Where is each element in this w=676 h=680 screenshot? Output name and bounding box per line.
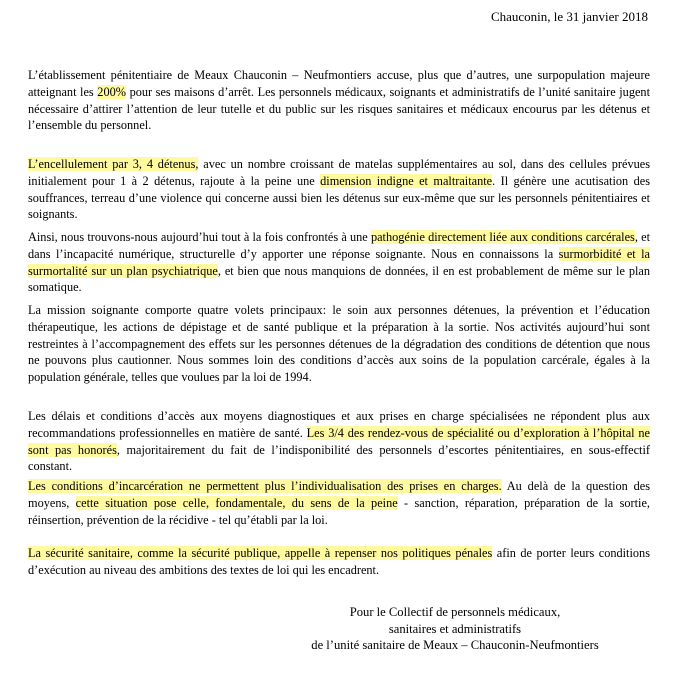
paragraph-text: L’établissement pénitentiaire de Meaux Chauconin – Neufmontiers accuse, plus que d’autres, une surpopulation majeure atteignant les	[28, 68, 650, 99]
paragraph-4	[28, 302, 650, 386]
paragraph-text: , et dans l’incapacité numérique, structurelle d’y apporter une réponse soignante. Nous en connaissons la	[28, 230, 650, 261]
paragraph-text: avec un nombre croissant de matelas supplémentaires au sol, dans des cellules prévues initialement pour 1 à 2 détenus, rajoute à la peine une	[28, 157, 651, 188]
paragraph-text: La mission soignante comporte quatre volets principaux: le soin aux personnes détenues, la prévention et l’éducation thérapeutique, les actions de dépistage et de santé publique et la préparation à la sortie. Nos activités aujourd’hui sont restreintes à l’accompagnement des effets sur les personnes détenues de la dégradation des conditions de détention que nous ne pouvons plus cautionner. Nous sommes loin des conditions d’accès aux soins de la population carcérale, égales à la population générale, telles que voulues par la loi de 1994.	[28, 303, 650, 385]
signature-line-3: de l’unité sanitaire de Meaux – Chauconin-Neufmontiers	[311, 638, 599, 653]
highlighted-text: dimension indigne et maltraitante	[320, 173, 493, 188]
paragraph-text: Au delà de la question des moyens,	[28, 479, 651, 510]
signature-block	[290, 604, 620, 654]
paragraph-text: - sanction, réparation, préparation de la sortie, réinsertion, prévention de la récidive - tel qu’établi par la loi.	[28, 495, 650, 527]
highlighted-text: 200%	[97, 84, 126, 99]
paragraph-3	[28, 229, 650, 296]
paragraph-text: afin de porter leurs conditions d’exécution au niveau des ambitions des textes de loi qui les encadrent.	[28, 546, 650, 577]
highlighted-text: Les conditions d’incarcération ne permettent plus l’individualisation des prises en charges.	[28, 479, 502, 493]
paragraph-text: . Il génère une acutisation des souffrances, terreau d’une violence qui concerne aussi bien les détenus sur eux-même que sur les personnels pénitentiaires et soignants.	[28, 173, 650, 222]
paragraph-7	[28, 545, 650, 579]
signature-line-1: Pour le Collectif de personnels médicaux,	[349, 605, 561, 619]
highlighted-text: Les 3/4 des rendez-vous de spécialité ou d’exploration à l’hôpital ne sont pas honorés	[28, 425, 650, 457]
paragraph-text: , majoritairement du fait de l’indisponibilité des personnels d’escortes pénitentiaires, en sous-effectif constant.	[28, 442, 650, 474]
paragraph-text: Les délais et conditions d’accès aux moyens diagnostiques et aux prises en charge spécialisées ne répondent plus aux recommandations professionnelles en matière de santé.	[28, 409, 650, 440]
highlighted-text: pathogénie directement liée aux conditions carcérales	[370, 230, 635, 244]
paragraph-6	[28, 478, 650, 528]
highlighted-text: cette situation pose celle, fondamentale, du sens de la peine	[75, 495, 398, 510]
paragraph-2	[28, 156, 650, 223]
highlighted-text: surmorbidité et la surmortalité sur un plan psychiatrique	[28, 246, 650, 278]
highlighted-text: L’encellulement par 3, 4 détenus,	[28, 157, 199, 171]
paragraph-text: Ainsi, nous trouvons-nous aujourd’hui tout à la fois confrontés à une	[28, 230, 371, 244]
signature-line-2: sanitaires et administratifs	[388, 621, 522, 636]
paragraph-1	[28, 67, 650, 134]
paragraph-text: , et bien que nous manquions de données, il en est probablement de même sur le plan somatique.	[28, 263, 651, 295]
paragraph-5	[28, 408, 650, 475]
highlighted-text: La sécurité sanitaire, comme la sécurité publique, appelle à repenser nos politiques pénales	[28, 546, 493, 560]
date-line: Chauconin, le 31 janvier 2018	[490, 9, 648, 24]
paragraph-text: pour ses maisons d’arrêt. Les personnels médicaux, soignants et administratifs de l’unité sanitaire jugent nécessaire d’attirer l’attention de leur tutelle et du public sur les risques sanitaires et médicaux encourus par les détenus et l’ensemble du personnel.	[28, 84, 650, 133]
